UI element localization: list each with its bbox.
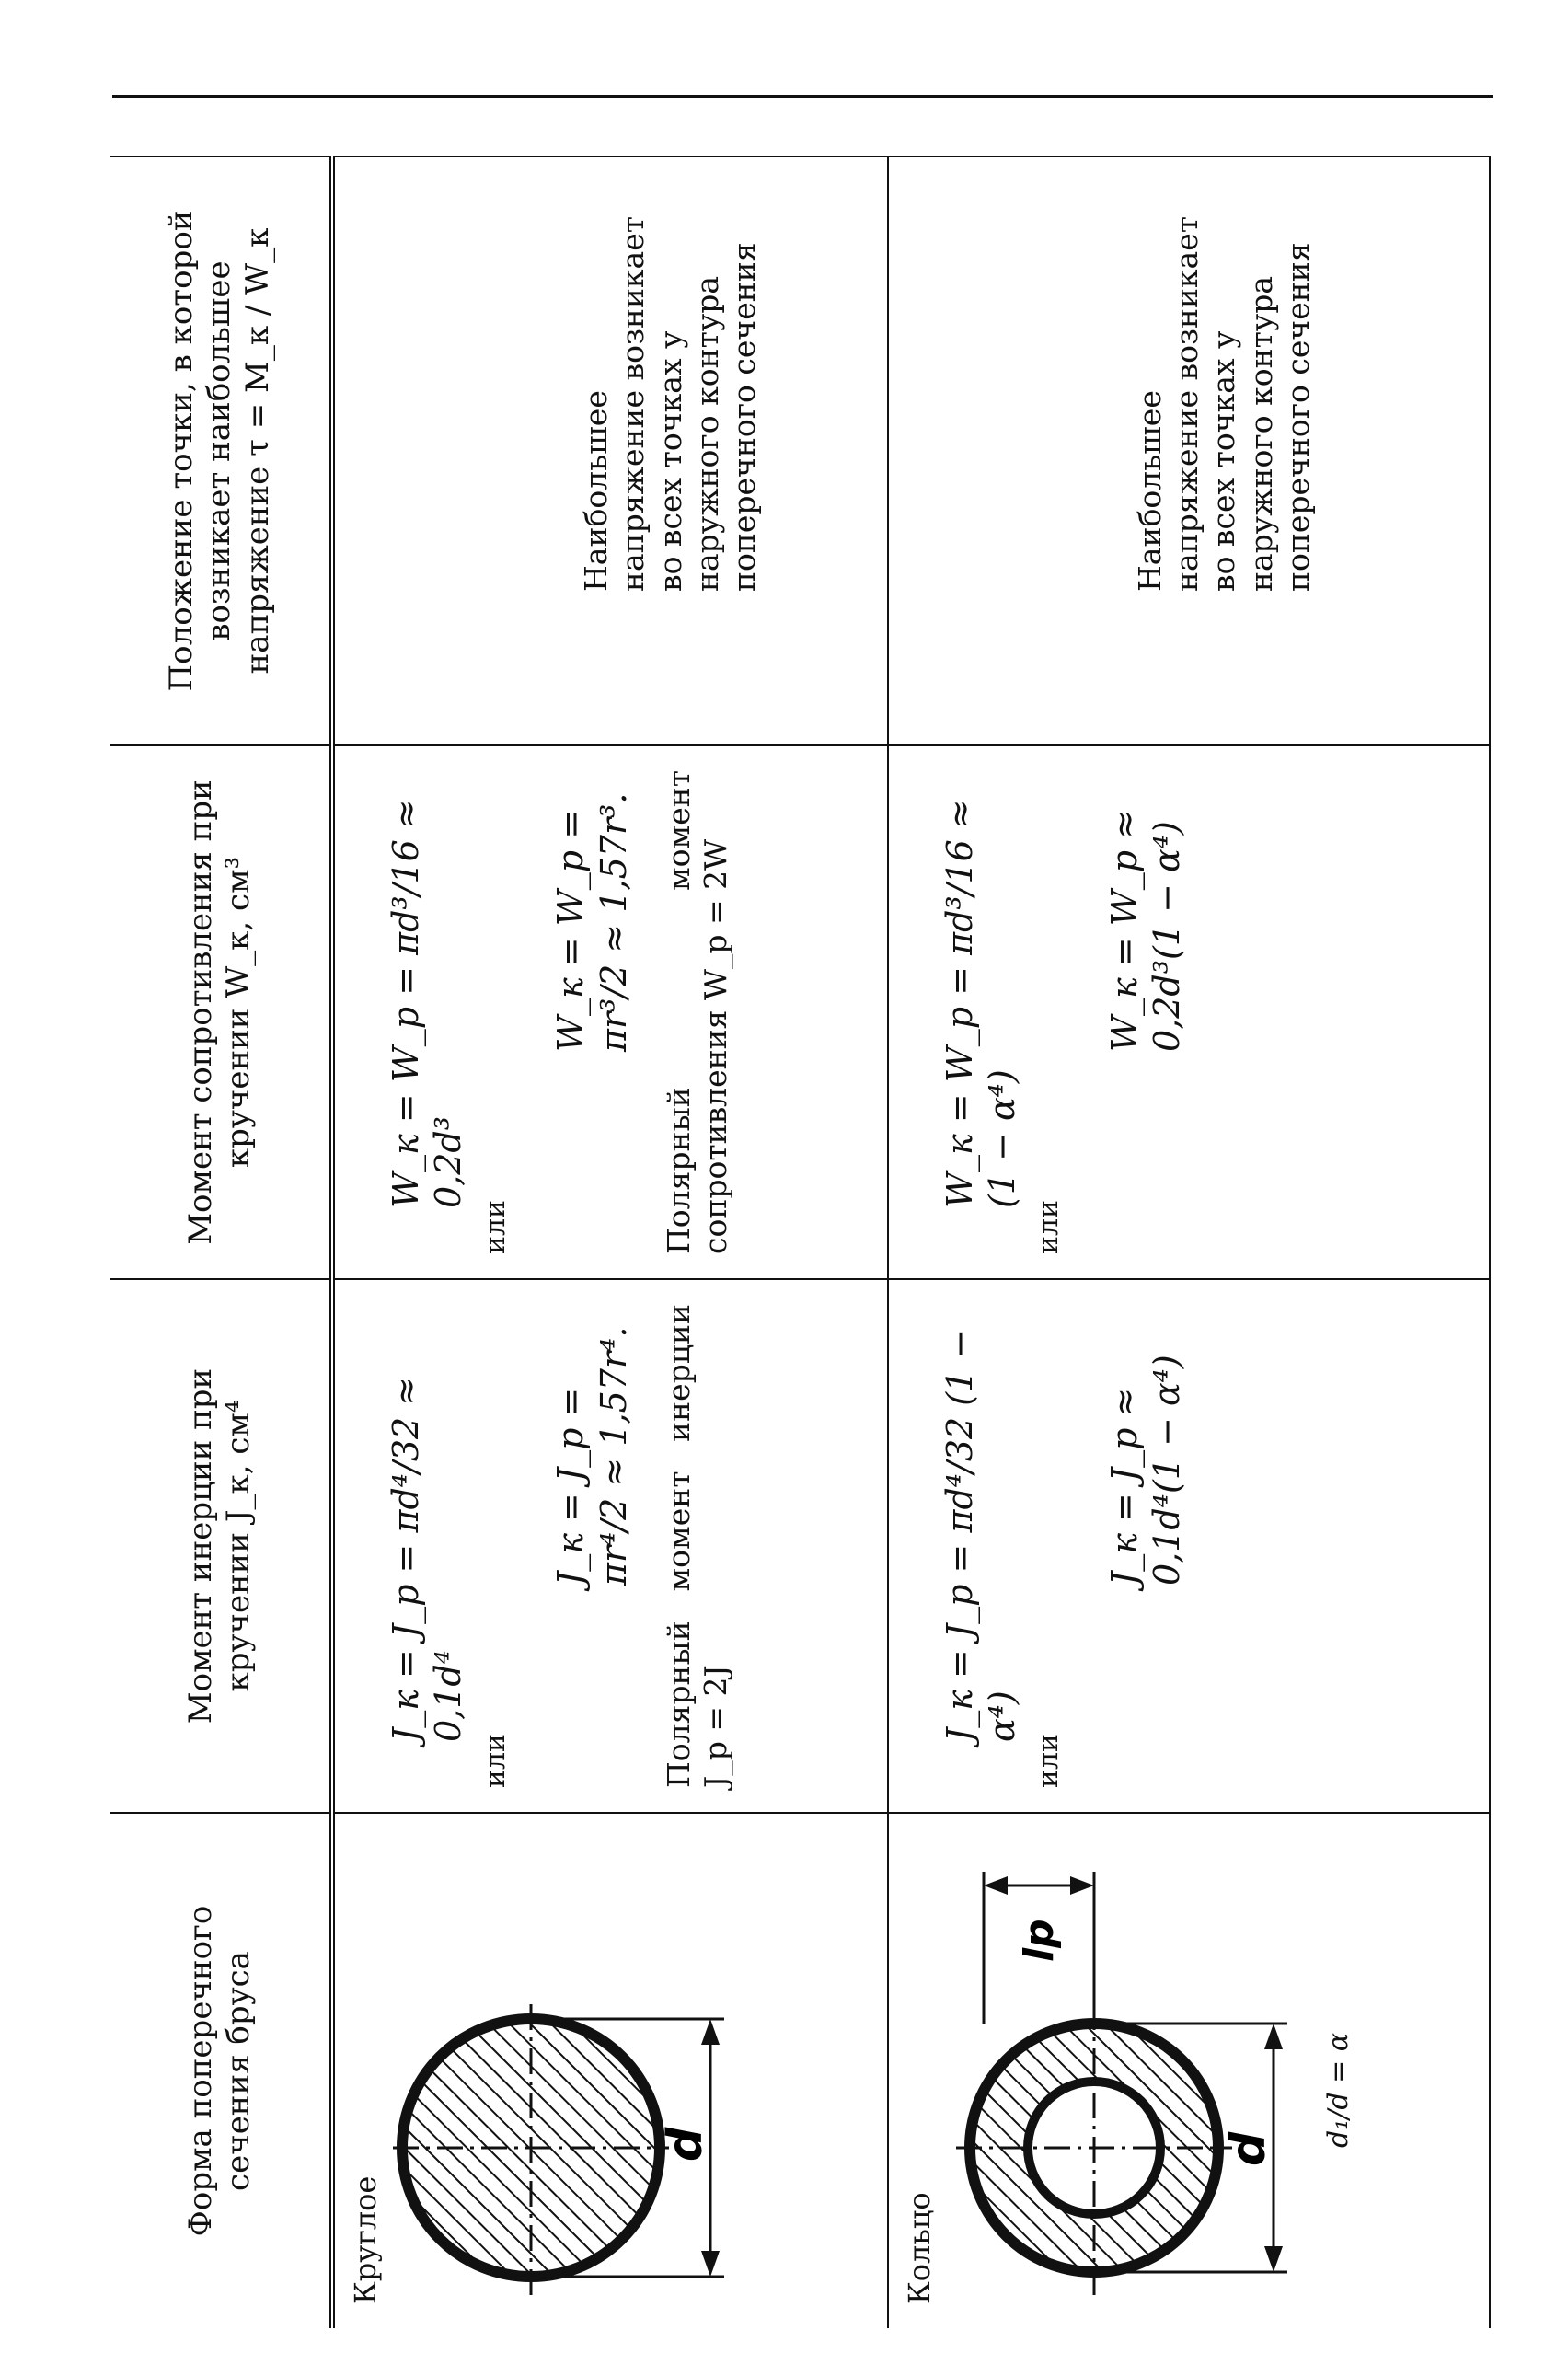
shape-label: Кольцо bbox=[901, 2192, 937, 2304]
inertia-note: Полярный момент инерции J_р = 2J bbox=[661, 1304, 734, 1788]
arrow-down-icon bbox=[1070, 1876, 1094, 1895]
dim-d-label: d bbox=[658, 2127, 714, 2162]
modulus-or: или bbox=[478, 1199, 512, 1254]
modulus-formula-1: W_к = W_р = πd³/16 ≈ (1 − α⁴) bbox=[939, 799, 1023, 1208]
cell-position-ring bbox=[888, 156, 1490, 745]
cell-modulus-ring bbox=[888, 745, 1490, 1279]
modulus-formula-2: W_к = W_р ≈ 0,2d³(1 − α⁴) bbox=[1104, 809, 1188, 1052]
ring-section-drawing bbox=[947, 1844, 1315, 2304]
torsion-table bbox=[110, 156, 1491, 2328]
arrow-left-icon bbox=[1264, 2246, 1283, 2272]
header-inertia: Момент инерции при кручении J_к, см⁴ bbox=[110, 1279, 332, 1813]
circle-section-drawing bbox=[393, 1844, 761, 2304]
cell-position-circle bbox=[332, 156, 888, 745]
inertia-or: или bbox=[1032, 1733, 1066, 1788]
header-shape: Форма поперечного сечения бруса bbox=[110, 1813, 332, 2328]
inertia-formula-2: J_к = J_р = πr⁴/2 ≈ 1,57r⁴. bbox=[550, 1326, 634, 1586]
cell-inertia-ring bbox=[888, 1279, 1490, 1813]
rotated-table-container bbox=[110, 156, 1491, 2328]
inertia-formula-1: J_к = J_р = πd⁴/32 ≈ 0,1d⁴ bbox=[386, 1376, 469, 1742]
modulus-note: Полярный момент сопротивления W_р = 2W bbox=[661, 770, 734, 1254]
arrow-left-icon bbox=[701, 2251, 720, 2277]
modulus-formula-2: W_к = W_р = πr³/2 ≈ 1,57r³. bbox=[550, 792, 634, 1052]
position-text: Наибольшее напряжение возникает во всех точках у наружного контура поперечного сечения bbox=[1131, 215, 1316, 592]
shape-label: Круглое bbox=[348, 2175, 383, 2304]
cell-shape-circle bbox=[332, 1813, 888, 2328]
modulus-or: или bbox=[1032, 1199, 1066, 1254]
inertia-formula-1: J_к = J_р = πd⁴/32 (1 − α⁴) bbox=[939, 1329, 1023, 1742]
position-text: Наибольшее напряжение возникает во всех точках у наружного контура поперечного сечения bbox=[578, 215, 762, 592]
header-position: Положение точки, в которой возникает наибольшее напряжение τ = M_к / W_к bbox=[110, 156, 332, 745]
header-modulus: Момент сопротивления при кручении W_к, см³ bbox=[110, 745, 332, 1279]
top-rule bbox=[112, 95, 1493, 98]
cell-shape-ring bbox=[888, 1813, 1490, 2328]
modulus-formula-1: W_к = W_р = πd³/16 ≈ 0,2d³ bbox=[386, 799, 469, 1208]
inertia-or: или bbox=[478, 1733, 512, 1788]
arrow-right-icon bbox=[1264, 2024, 1283, 2049]
dim-d-label: d bbox=[1220, 2131, 1276, 2166]
cell-inertia-circle bbox=[332, 1279, 888, 1813]
arrow-up-icon bbox=[984, 1876, 1008, 1895]
arrow-right-icon bbox=[701, 2019, 720, 2045]
cell-modulus-circle bbox=[332, 745, 888, 1279]
table-header-row bbox=[110, 156, 332, 2328]
ratio-label: d₁/d = α bbox=[1321, 2032, 1355, 2148]
table-row bbox=[888, 156, 1490, 2328]
dim-lp-label: lp bbox=[1015, 1919, 1063, 1962]
inertia-formula-2: J_к = J_р ≈ 0,1d⁴(1 − α⁴) bbox=[1104, 1355, 1188, 1586]
table-row bbox=[332, 156, 888, 2328]
